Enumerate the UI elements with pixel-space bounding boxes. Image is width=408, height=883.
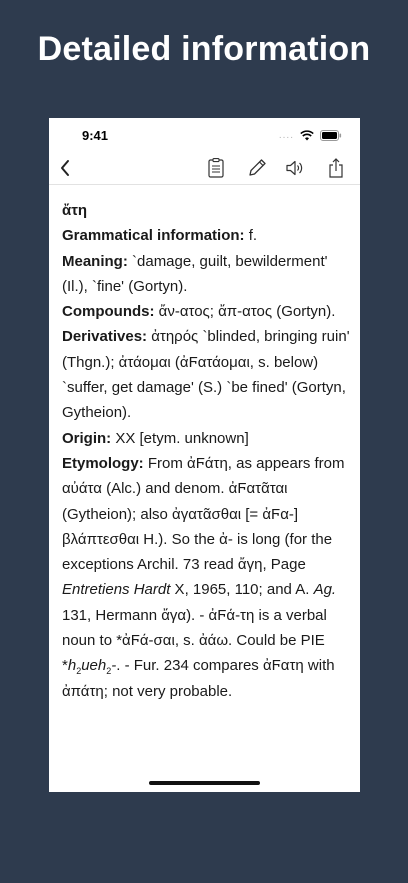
origin-label: Origin:: [62, 429, 112, 447]
status-bar: [49, 118, 360, 152]
origin: [62, 426, 352, 451]
compounds: [62, 299, 352, 324]
grammatical-label: Grammatical information:: [62, 227, 245, 245]
etymology-text-2: X, 1965, 110; and A.: [170, 581, 314, 599]
derivatives-value: ἀτηρός `blinded, bringing ruin' (Thgn.); ἀτάομαι (ἀϜατάομαι, s. below) `suffer, get damage' (S.) `be fined' (Gortyn, Gytheion).: [62, 328, 350, 422]
battery-icon: [320, 130, 342, 141]
etymology-text-4: . - Fur. 234 compares ἀϜατη with ἀπάτη; not very probable.: [62, 657, 335, 700]
origin-value: XX [etym. unknown]: [111, 429, 249, 447]
etymology-italic-2: Ag.: [313, 581, 337, 599]
compounds-value: ἄν-ατος; ἄπ-ατος (Gortyn).: [154, 303, 336, 321]
etymology-italic-1: Entretiens Hardt: [62, 581, 171, 599]
etymology-text-1: From ἀϜάτη, as appears from αὐάτα (Alc.) and denom. ἀϜατᾶται (Gytheion); also ἀγατᾶσθαι [= ἀϜα-] βλάπτεσθαι H.). So the ἀ- is long (for the exceptions Archil. 73 read ἄγη, Page: [62, 454, 345, 574]
toolbar: [49, 152, 360, 185]
meaning-label: Meaning:: [62, 252, 128, 270]
clipboard-button[interactable]: [204, 156, 228, 180]
clipboard-icon: [208, 158, 224, 178]
edit-button[interactable]: [245, 156, 269, 180]
grammatical-value: f.: [244, 227, 258, 245]
derivatives-label: Derivatives:: [62, 328, 148, 346]
etymology-label: Etymology:: [62, 454, 144, 472]
page-headline: Detailed information: [37, 30, 371, 68]
share-icon: [328, 158, 344, 178]
phone-screen: [49, 118, 360, 792]
speaker-button[interactable]: [283, 156, 307, 180]
meaning: [62, 249, 352, 300]
signal-dots-icon: ....: [278, 129, 294, 141]
back-button[interactable]: [53, 156, 77, 180]
status-icons: [279, 128, 342, 142]
headword: ἄτη: [62, 202, 88, 219]
dictionary-entry: [62, 198, 352, 704]
share-button[interactable]: [324, 156, 348, 180]
etymology-text-3: 131, Hermann ἄγα). - ἀϜά-τη is a verbal noun to *ἀϜά-σαι, s. ἀάω. Could be PIE *: [62, 606, 327, 675]
home-indicator[interactable]: [149, 781, 260, 785]
pie-sub1: 2: [76, 666, 82, 677]
compounds-label: Compounds:: [62, 303, 155, 321]
pencil-icon: [247, 158, 267, 178]
status-time: 9:41: [82, 128, 109, 143]
pie-h1: h: [67, 657, 77, 675]
meaning-value: `damage, guilt, bewilderment' (Il.), `fine' (Gortyn).: [62, 252, 328, 295]
wifi-icon: [300, 130, 314, 141]
etymology: [62, 451, 352, 704]
grammatical-info: [62, 223, 352, 248]
pie-end: -: [111, 657, 117, 675]
derivatives: [62, 324, 352, 425]
pie-mid: ueh: [81, 657, 107, 675]
speaker-icon: [285, 159, 305, 177]
pie-sub2: 2: [106, 666, 112, 677]
chevron-left-icon: [59, 159, 71, 177]
